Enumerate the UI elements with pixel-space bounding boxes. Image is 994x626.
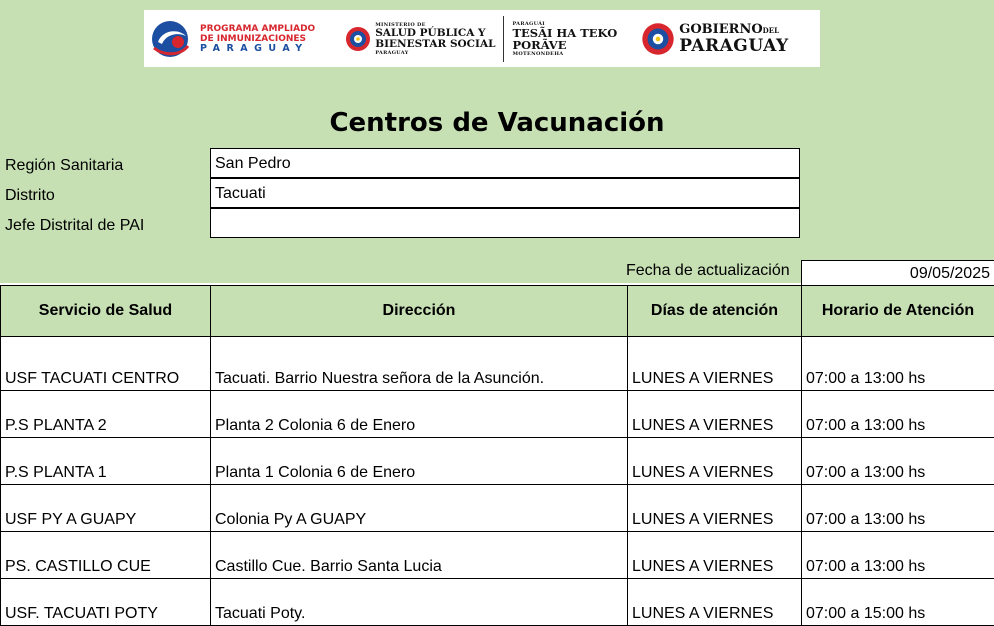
header-dias: Días de atención (628, 286, 802, 337)
region-field[interactable]: San Pedro (210, 148, 800, 178)
cell-horario[interactable]: 07:00 a 13:00 hs (802, 391, 994, 438)
pai-line3: PARAGUAY (200, 44, 315, 54)
pai-logo (144, 10, 315, 67)
gov-line2: PARAGUAY (679, 38, 788, 55)
logo-banner (144, 10, 820, 67)
cell-direccion[interactable]: Planta 1 Colonia 6 de Enero (211, 438, 628, 485)
cell-dias[interactable]: LUNES A VIERNES (628, 485, 802, 532)
jefe-label: Jefe Distrital de PAI (5, 217, 144, 235)
cell-servicio[interactable]: USF. TACUATI POTY (1, 579, 211, 626)
cell-direccion[interactable]: Planta 2 Colonia 6 de Enero (211, 391, 628, 438)
fecha-field[interactable]: 09/05/2025 (801, 260, 994, 285)
table-header-row (1, 286, 994, 337)
cell-dias[interactable]: LUNES A VIERNES (628, 391, 802, 438)
cell-dias[interactable]: LUNES A VIERNES (628, 579, 802, 626)
fecha-label: Fecha de actualización (626, 262, 790, 280)
cell-horario[interactable]: 07:00 a 13:00 hs (802, 337, 994, 391)
cell-direccion[interactable]: Castillo Cue. Barrio Santa Lucia (211, 532, 628, 579)
msp-line1: SALUD PÚBLICA Y (375, 28, 495, 39)
cell-horario[interactable]: 07:00 a 13:00 hs (802, 485, 994, 532)
table-row (1, 438, 994, 485)
distrito-label: Distrito (5, 187, 55, 205)
table-row (1, 485, 994, 532)
pai-line1: PROGRAMA AMPLIADO (200, 24, 315, 34)
gua-small-top: PARAGUÁI (512, 21, 617, 27)
gua-line1: TESÃI HA TEKO (512, 27, 617, 39)
gov-line1: GOBIERNO (679, 22, 762, 37)
cell-direccion[interactable]: Colonia Py A GUAPY (211, 485, 628, 532)
cell-direccion[interactable]: Tacuati Poty. (211, 579, 628, 626)
table-row (1, 532, 994, 579)
vaccination-centers-table (0, 285, 994, 626)
gua-line2: PORÃVE (512, 39, 617, 51)
cell-dias[interactable]: LUNES A VIERNES (628, 438, 802, 485)
cell-servicio[interactable]: PS. CASTILLO CUE (1, 532, 211, 579)
msp-logo (345, 10, 495, 67)
cell-horario[interactable]: 07:00 a 15:00 hs (802, 579, 994, 626)
cell-direccion[interactable]: Tacuati. Barrio Nuestra señora de la Asunción. (211, 337, 628, 391)
jefe-field[interactable] (210, 208, 800, 238)
page-title: Centros de Vacunación (0, 108, 994, 138)
table-row (1, 579, 994, 626)
cell-dias[interactable]: LUNES A VIERNES (628, 337, 802, 391)
cell-servicio[interactable]: USF PY A GUAPY (1, 485, 211, 532)
pai-line2: DE INMUNIZACIONES (200, 34, 315, 44)
table-row (1, 391, 994, 438)
cell-horario[interactable]: 07:00 a 13:00 hs (802, 438, 994, 485)
msp-small-top: MINISTERIO DE (375, 22, 495, 28)
cell-dias[interactable]: LUNES A VIERNES (628, 532, 802, 579)
table-row (1, 337, 994, 391)
msp-small-bottom: PARAGUAY (375, 50, 495, 56)
guarani-logo (512, 10, 617, 67)
distrito-field[interactable]: Tacuati (210, 178, 800, 208)
gua-small-bottom: MOTENONDEHA (512, 51, 617, 57)
pai-logo-icon (148, 18, 196, 60)
cell-servicio[interactable]: P.S PLANTA 2 (1, 391, 211, 438)
header-servicio: Servicio de Salud (1, 286, 211, 337)
cell-servicio[interactable]: P.S PLANTA 1 (1, 438, 211, 485)
cell-servicio[interactable]: USF TACUATI CENTRO (1, 337, 211, 391)
paraguay-seal-icon (345, 26, 371, 52)
gov-line1-small: DEL (763, 26, 779, 35)
cell-horario[interactable]: 07:00 a 13:00 hs (802, 532, 994, 579)
header-direccion: Dirección (211, 286, 628, 337)
msp-line2: BIENESTAR SOCIAL (375, 39, 495, 50)
gobierno-logo (641, 10, 788, 67)
logo-divider (503, 16, 504, 62)
header-horario: Horario de Atención (802, 286, 994, 337)
paraguay-seal-icon (641, 22, 675, 56)
region-label: Región Sanitaria (5, 157, 123, 175)
